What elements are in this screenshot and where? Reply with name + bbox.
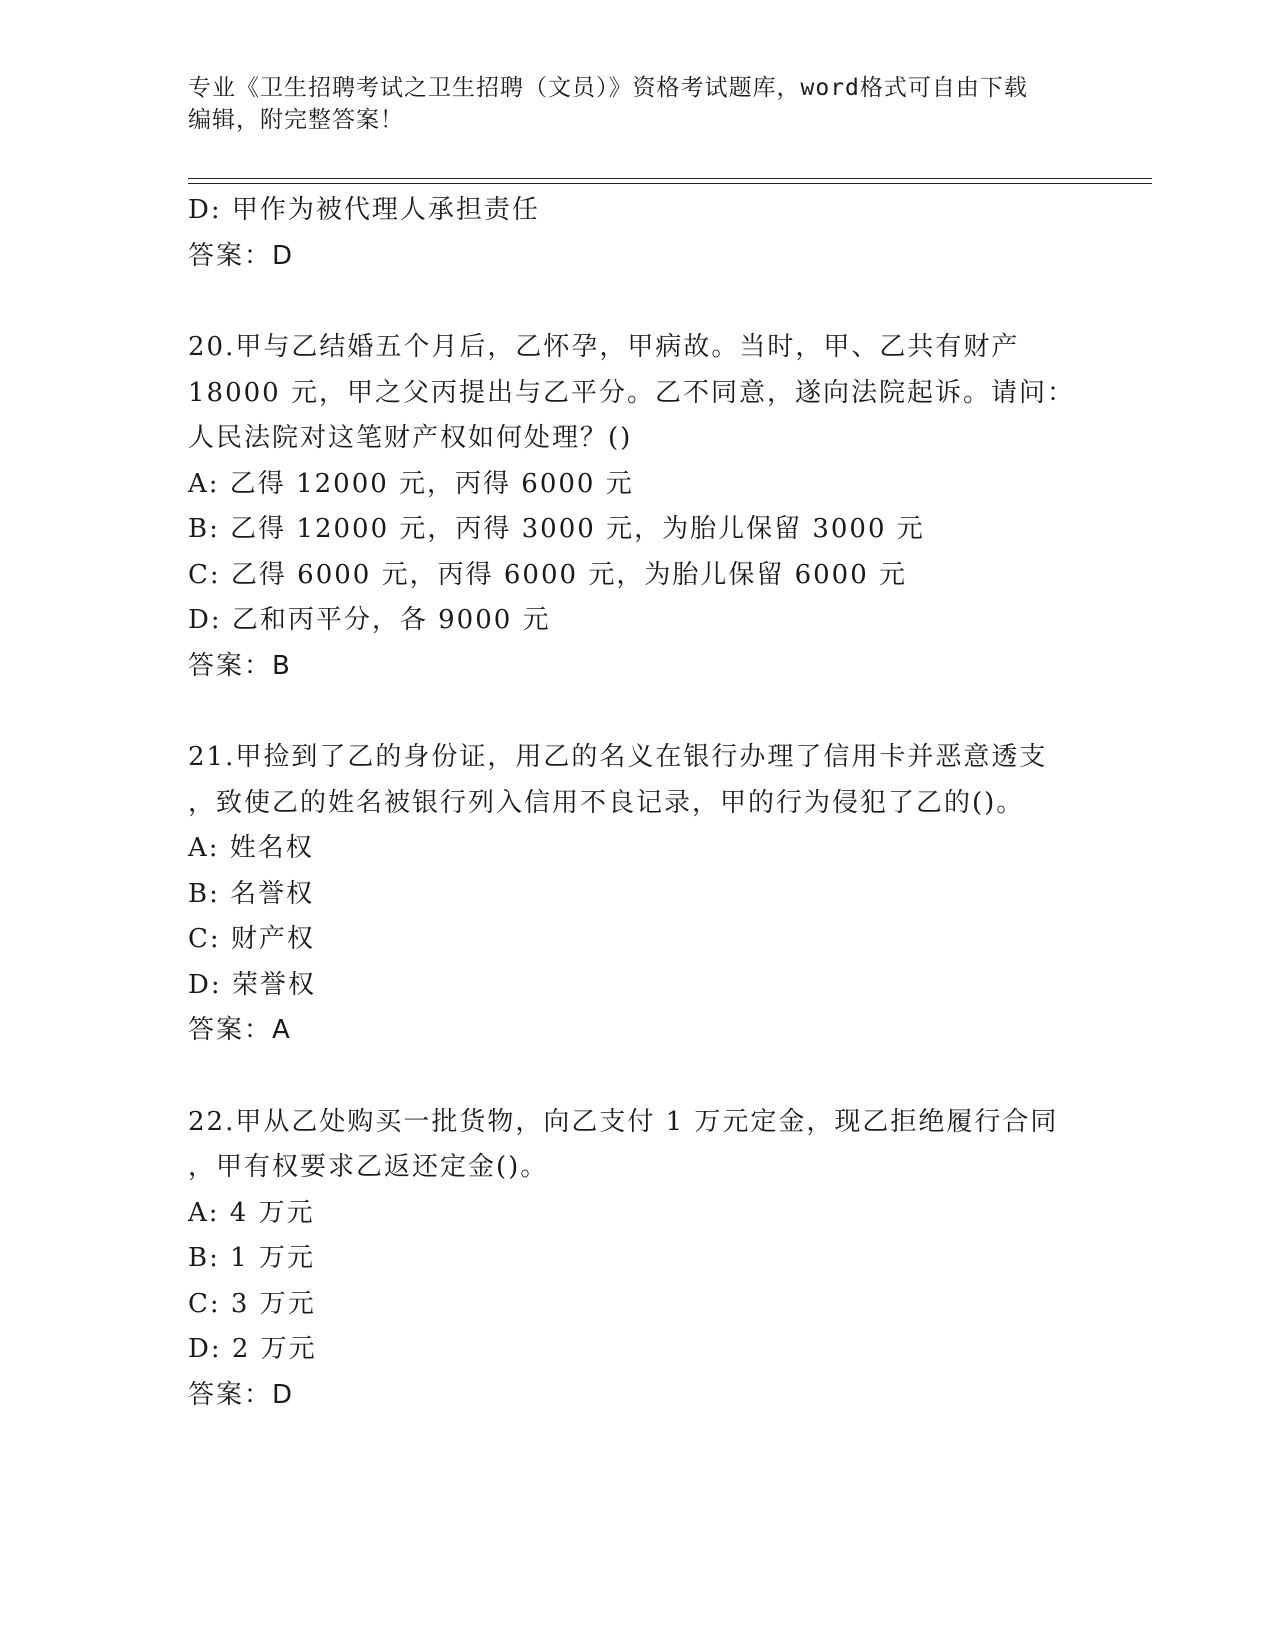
question-stem-line: 22.甲从乙处购买一批货物，向乙支付 1 万元定金，现乙拒绝履行合同	[188, 1106, 1059, 1137]
option-b: B: 乙得 12000 元，丙得 3000 元，为胎儿保留 3000 元	[188, 514, 925, 544]
answer-line: 答案：A	[188, 1015, 292, 1045]
option-d: D: 2 万元	[188, 1334, 317, 1364]
question-21	[188, 735, 1088, 1054]
header-rule-bottom	[188, 183, 1152, 184]
answer-line: 答案：D	[188, 240, 295, 271]
option-c: C: 乙得 6000 元，丙得 6000 元，为胎儿保留 6000 元	[188, 559, 908, 590]
option-b: B: 1 万元	[188, 1243, 315, 1273]
question-list	[188, 188, 1088, 1418]
question-stem-line: 人民法院对这笔财产权如何处理？()	[188, 423, 633, 453]
header-rule-top	[188, 178, 1152, 179]
option-c: C: 财产权	[188, 924, 315, 954]
option-b: B: 名誉权	[188, 878, 315, 909]
question-20	[188, 325, 1088, 689]
question-19-tail	[188, 188, 1088, 279]
option-a: A: 4 万元	[188, 1197, 315, 1228]
option-a: A: 乙得 12000 元，丙得 6000 元	[188, 468, 634, 499]
option-d: D: 甲作为被代理人承担责任	[188, 195, 540, 225]
option-c: C: 3 万元	[188, 1288, 316, 1319]
question-22	[188, 1100, 1088, 1419]
answer-line: 答案：D	[188, 1379, 295, 1410]
spacer	[188, 1054, 1088, 1100]
question-stem-line: ，致使乙的姓名被银行列入信用不良记录，甲的行为侵犯了乙的()。	[188, 787, 1025, 818]
header-line-1: 专业《卫生招聘考试之卫生招聘（文员）》资格考试题库，word格式可自由下载	[188, 75, 1028, 101]
document-header	[188, 72, 1068, 136]
option-d: D: 乙和丙平分，各 9000 元	[188, 605, 551, 635]
spacer	[188, 689, 1088, 735]
answer-line: 答案：B	[188, 650, 292, 681]
question-stem-line: 20.甲与乙结婚五个月后，乙怀孕，甲病故。当时，甲、乙共有财产	[188, 332, 1020, 362]
option-a: A: 姓名权	[188, 833, 314, 863]
question-stem-line: 18000 元，甲之父丙提出与乙平分。乙不同意，遂向法院起诉。请问：	[188, 377, 1075, 408]
option-d: D: 荣誉权	[188, 969, 316, 1000]
question-stem-line: ，甲有权要求乙返还定金()。	[188, 1152, 549, 1182]
spacer	[188, 279, 1088, 325]
header-line-2: 编辑，附完整答案！	[188, 107, 404, 133]
question-stem-line: 21.甲捡到了乙的身份证，用乙的名义在银行办理了信用卡并恶意透支	[188, 742, 1048, 772]
